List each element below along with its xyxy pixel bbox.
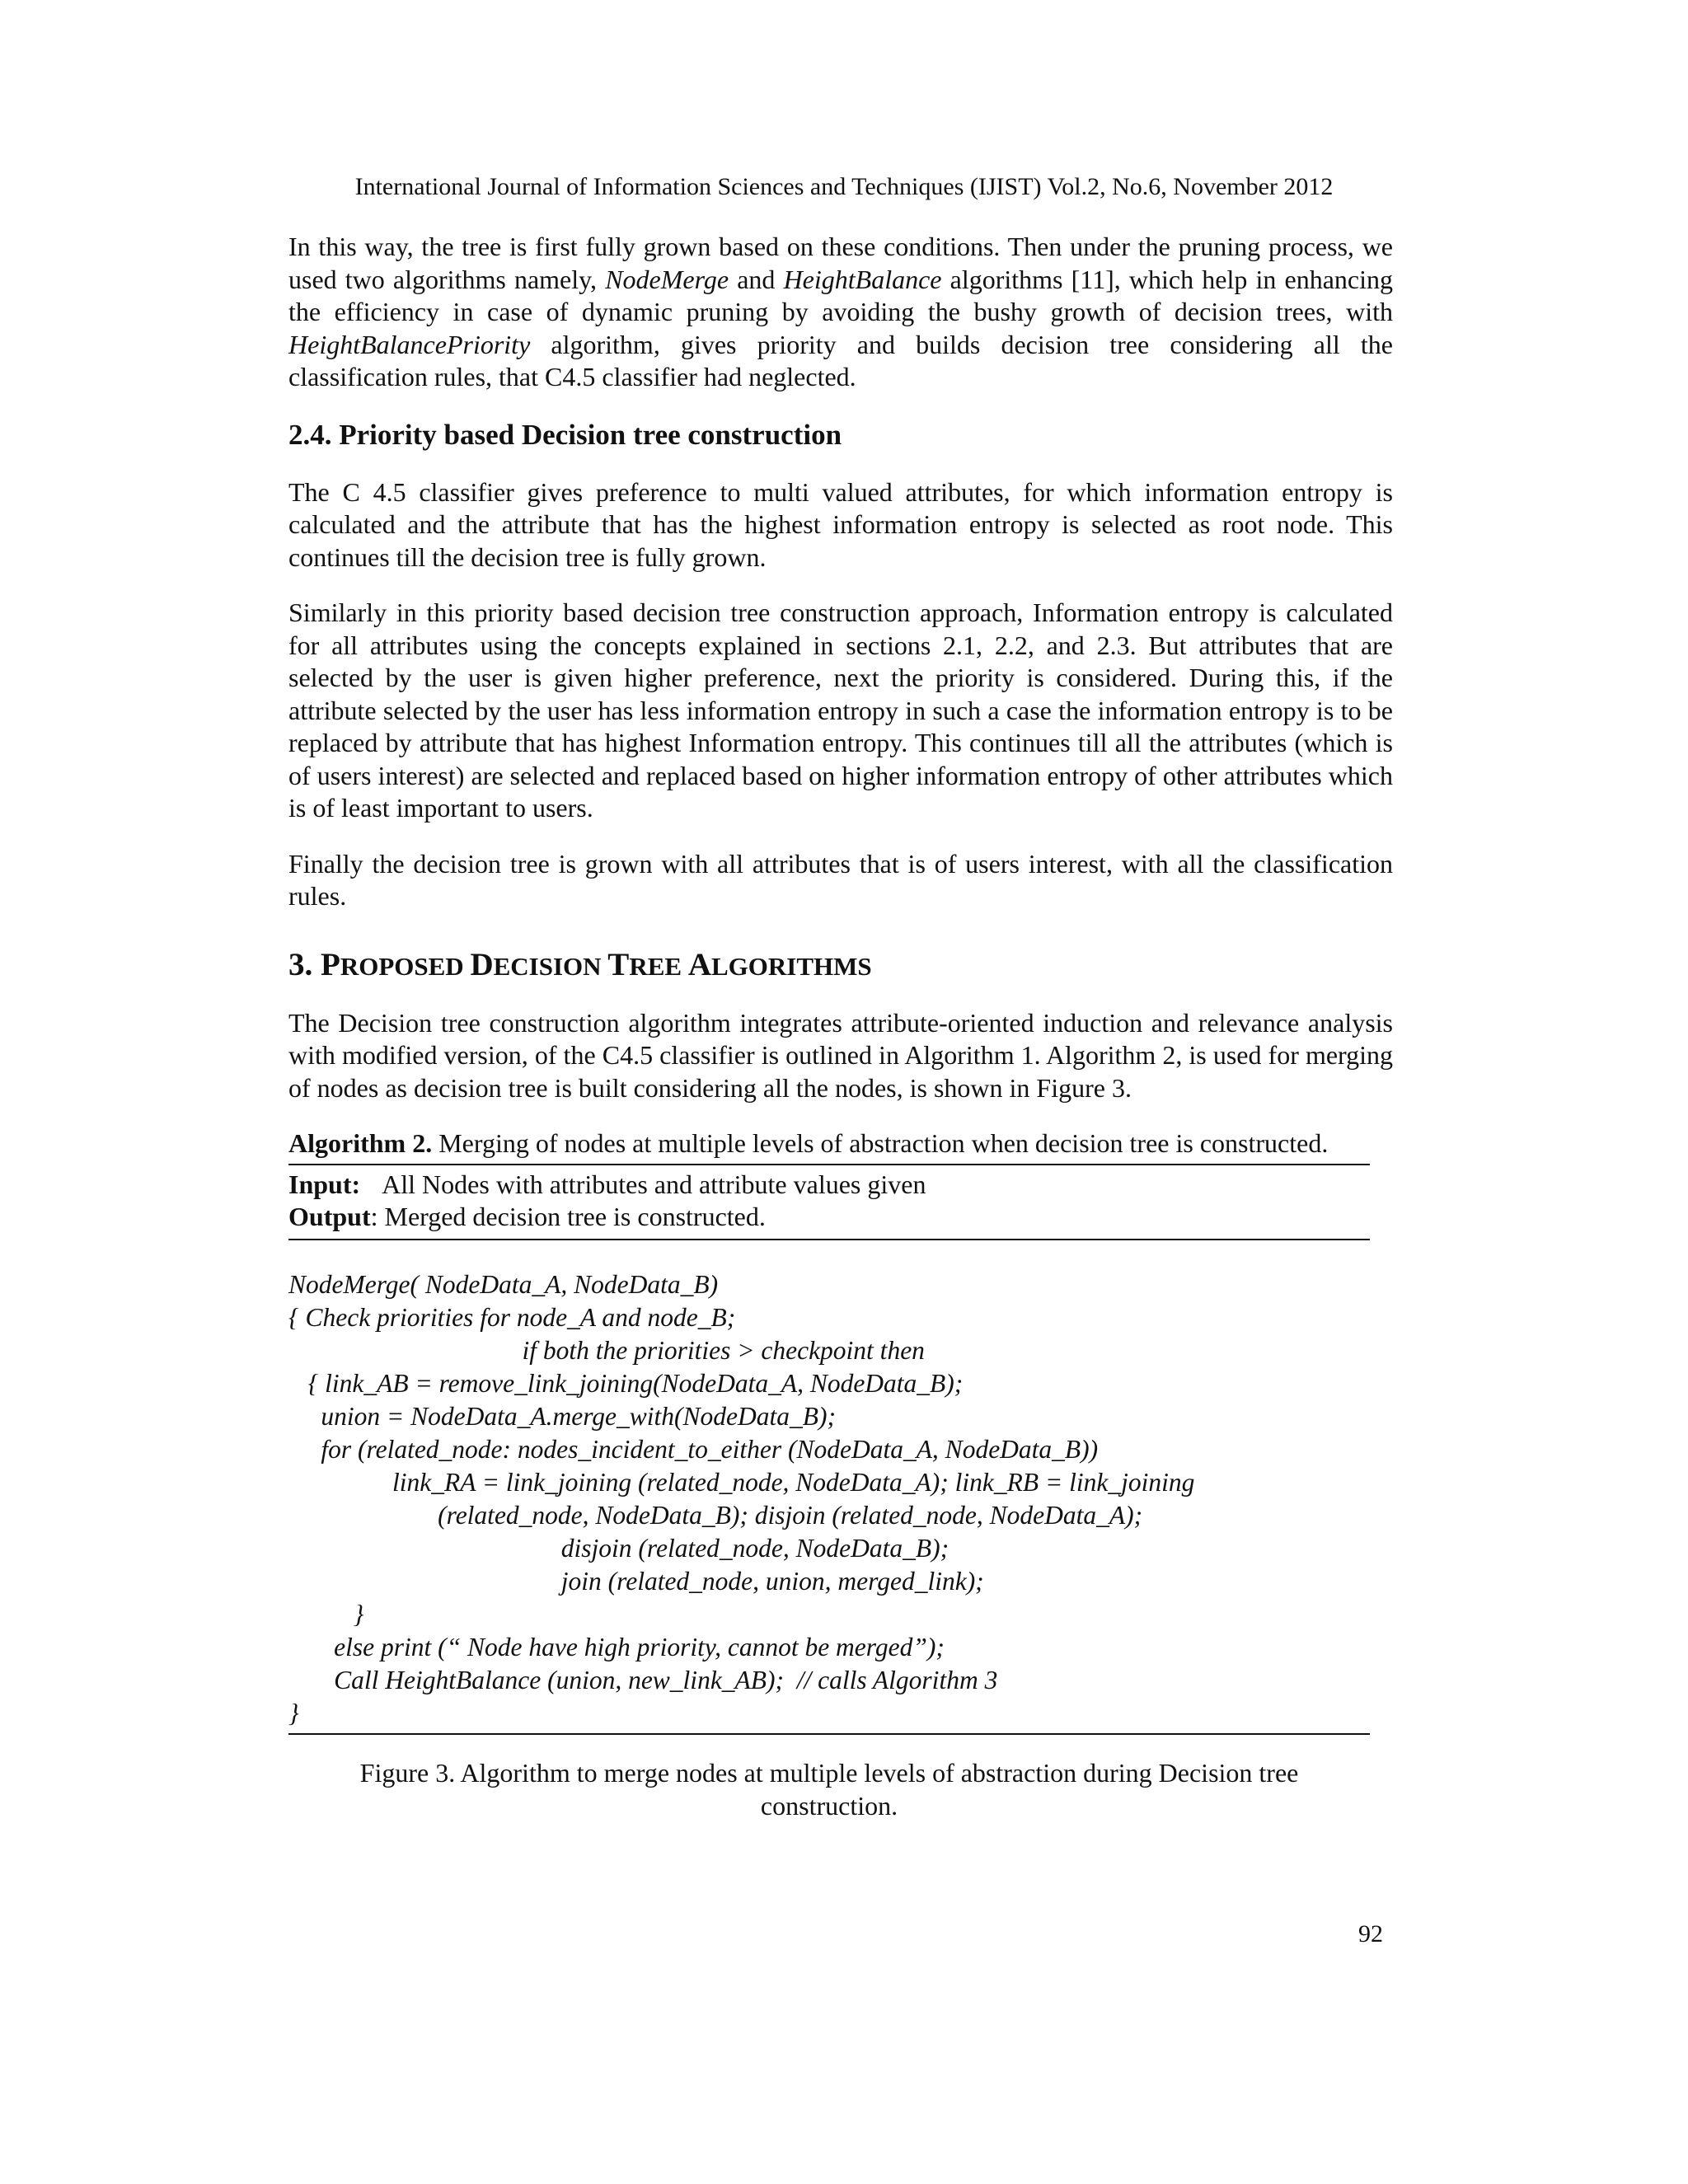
code-line: disjoin (related_node, NodeData_B); [288, 1533, 950, 1563]
algorithm-code [288, 1268, 1370, 1735]
code-line: Call HeightBalance (union, new_link_AB); // calls Algorithm 3 [288, 1665, 998, 1694]
section-3-heading [288, 946, 1393, 986]
intro-text-2: algorithms [11], which help in enhancing the efficiency in case of dynamic pruning by avoiding the bushy growth of decision trees, with [288, 264, 1394, 326]
code-line: } [288, 1599, 364, 1629]
algorithm-input [288, 1169, 1370, 1202]
section-2-4-paragraph-2: Similarly in this priority based decision tree construction approach, Information entropy is calculated for all attributes using the concepts explained in sections 2.1, 2.2, and 2.3. But attributes that are selected by the user is given higher preference, next the priority is considered. During this, if the attribute selected by the user has less information entropy in such a case the information entropy is to be replaced by attribute that has highest Information entropy. This continues till all the attributes (which is of users interest) are selected and replaced based on higher information entropy of other attributes which is of least important to users. [288, 598, 1393, 823]
heightbalancepriority-term: HeightBalancePriority [288, 329, 531, 359]
code-line: else print (“ Node have high priority, cannot be merged”); [288, 1632, 945, 1661]
intro-text-3: algorithm, gives priority and builds decision tree considering all the classification rules, that C4.5 classifier had neglected. [288, 329, 1393, 391]
heading-letter: A [687, 946, 711, 982]
nodemerge-term: NodeMerge [605, 264, 729, 294]
section-3-paragraph-1: The Decision tree construction algorithm integrates attribute-oriented induction and relevance analysis with modified version, of the C4.5 classifier is outlined in Algorithm 1. Algorithm 2, is used for merging of nodes as decision tree is built considering all the nodes, is shown in Figure 3. [288, 1007, 1393, 1103]
algorithm-box [288, 1127, 1370, 1822]
code-line: for (related_node: nodes_incident_to_either (NodeData_A, NodeData_B)) [288, 1434, 1099, 1464]
section-3-number: 3. [288, 946, 321, 982]
algorithm-output [288, 1201, 1370, 1234]
heading-word-rest: ROPOSED [340, 951, 471, 981]
heading-word-rest: LGORITHMS [710, 951, 872, 981]
intro-paragraph [288, 231, 1393, 394]
heading-letter: D [470, 946, 494, 982]
code-line: } [288, 1698, 299, 1727]
algorithm-label: Algorithm 2. [288, 1128, 433, 1158]
output-label: Output [288, 1202, 371, 1231]
intro-text-1: In this way, the tree is first fully grown based on these conditions. Then under the pruning process, we used two algorithms namely, [288, 232, 1393, 294]
code-line: if both the priorities > checkpoint then [288, 1335, 925, 1365]
algorithm-io [288, 1165, 1370, 1240]
figure-caption: Figure 3. Algorithm to merge nodes at multiple levels of abstraction during Decision tree construction. [359, 1757, 1299, 1821]
code-line: link_RA = link_joining (related_node, NodeData_A); link_RB = link_joining [288, 1467, 1195, 1497]
intro-text-and: and [729, 264, 784, 294]
code-line: (related_node, NodeData_B); disjoin (related_node, NodeData_A); [288, 1500, 1143, 1530]
heading-word-rest: ECISION [493, 951, 608, 981]
code-line: NodeMerge( NodeData_A, NodeData_B) [288, 1269, 719, 1299]
running-header: International Journal of Information Sciences and Techniques (IJIST) Vol.2, No.6, November 2012 [354, 173, 1334, 200]
page-body [288, 231, 1393, 1822]
input-label: Input: [288, 1169, 361, 1199]
page-number: 92 [1358, 1920, 1383, 1947]
heightbalance-term: HeightBalance [783, 264, 942, 294]
section-2-4-heading: 2.4. Priority based Decision tree construction [288, 418, 842, 451]
input-value: All Nodes with attributes and attribute values given [382, 1169, 926, 1199]
heading-letter: T [607, 946, 630, 982]
output-value: : Merged decision tree is constructed. [370, 1202, 766, 1231]
code-line: union = NodeData_A.merge_with(NodeData_B); [288, 1401, 837, 1431]
section-2-4-paragraph-1: The C 4.5 classifier gives preference to multi valued attributes, for which information entropy is calculated and the attribute that has the highest information entropy is selected as root node. This continues till the decision tree is fully grown. [288, 476, 1393, 572]
code-line: { Check priorities for node_A and node_B; [288, 1302, 736, 1332]
heading-letter: P [321, 946, 340, 982]
algorithm-caption [288, 1127, 1370, 1165]
heading-word-rest: REE [629, 951, 688, 981]
code-line: join (related_node, union, merged_link); [288, 1566, 984, 1596]
section-2-4-paragraph-3: Finally the decision tree is grown with all attributes that is of users interest, with all the classification rules. [288, 848, 1393, 911]
algorithm-caption-text: Merging of nodes at multiple levels of abstraction when decision tree is constructed. [432, 1128, 1329, 1158]
code-line: { link_AB = remove_link_joining(NodeData_A, NodeData_B); [288, 1368, 964, 1398]
